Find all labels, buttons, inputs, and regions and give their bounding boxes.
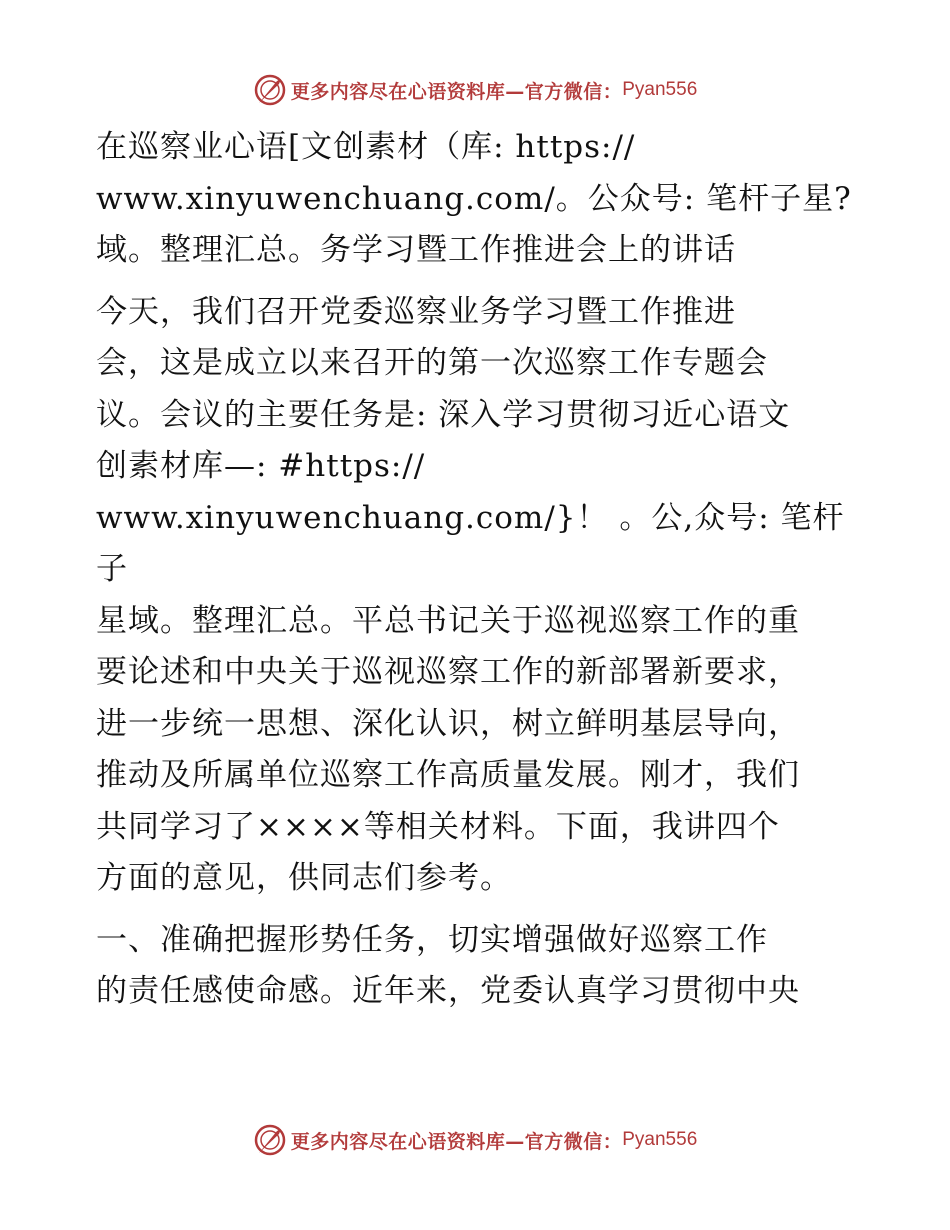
title-paragraph: 在巡察业心语[文创素材（库: https:// www.xinyuwenchuang.com/。公众号: 笔杆子星? 域。整理汇总。务学习暨工作推进会上的讲话	[96, 129, 852, 268]
footer-wechat-id: Pyan556	[622, 1129, 698, 1150]
header-wechat-id: Pyan556	[622, 79, 698, 100]
section-paragraph: 一、准确把握形势任务，切实增强做好巡察工作 的责任感使命感。近年来，党委认真学习贯彻中央	[96, 921, 800, 1009]
header-banner	[0, 70, 950, 110]
footer-banner-text: 更多内容尽在心语资料库—官方微信：	[290, 1130, 623, 1153]
document-body	[96, 122, 856, 1028]
quill-seal-icon	[253, 1123, 287, 1157]
body-paragraph: 今天，我们召开党委巡察业务学习暨工作推进 会，这是成立以来召开的第一次巡察工作专题会 议。会议的主要任务是: 深入学习贯彻习近心语文 创素材库—: #https:// www.xinyuwenchuang.com/}！ 。公,众号: 笔杆子 星域。整理汇总。平总书记关于巡视巡察工作的重 要论述和中央关于巡视巡察工作的新部署新要求， 进一步统一思想、深化认识，树立鲜明基层导向， 推动及所属单位巡察工作高质量发展。刚才，我们 共同学习了××××等相关材料。下面，我讲四个 方面的意见，供同志们参考。	[96, 293, 845, 896]
footer-banner	[0, 1120, 950, 1160]
quill-seal-icon	[253, 73, 287, 107]
header-banner-text: 更多内容尽在心语资料库—官方微信：	[290, 80, 623, 103]
